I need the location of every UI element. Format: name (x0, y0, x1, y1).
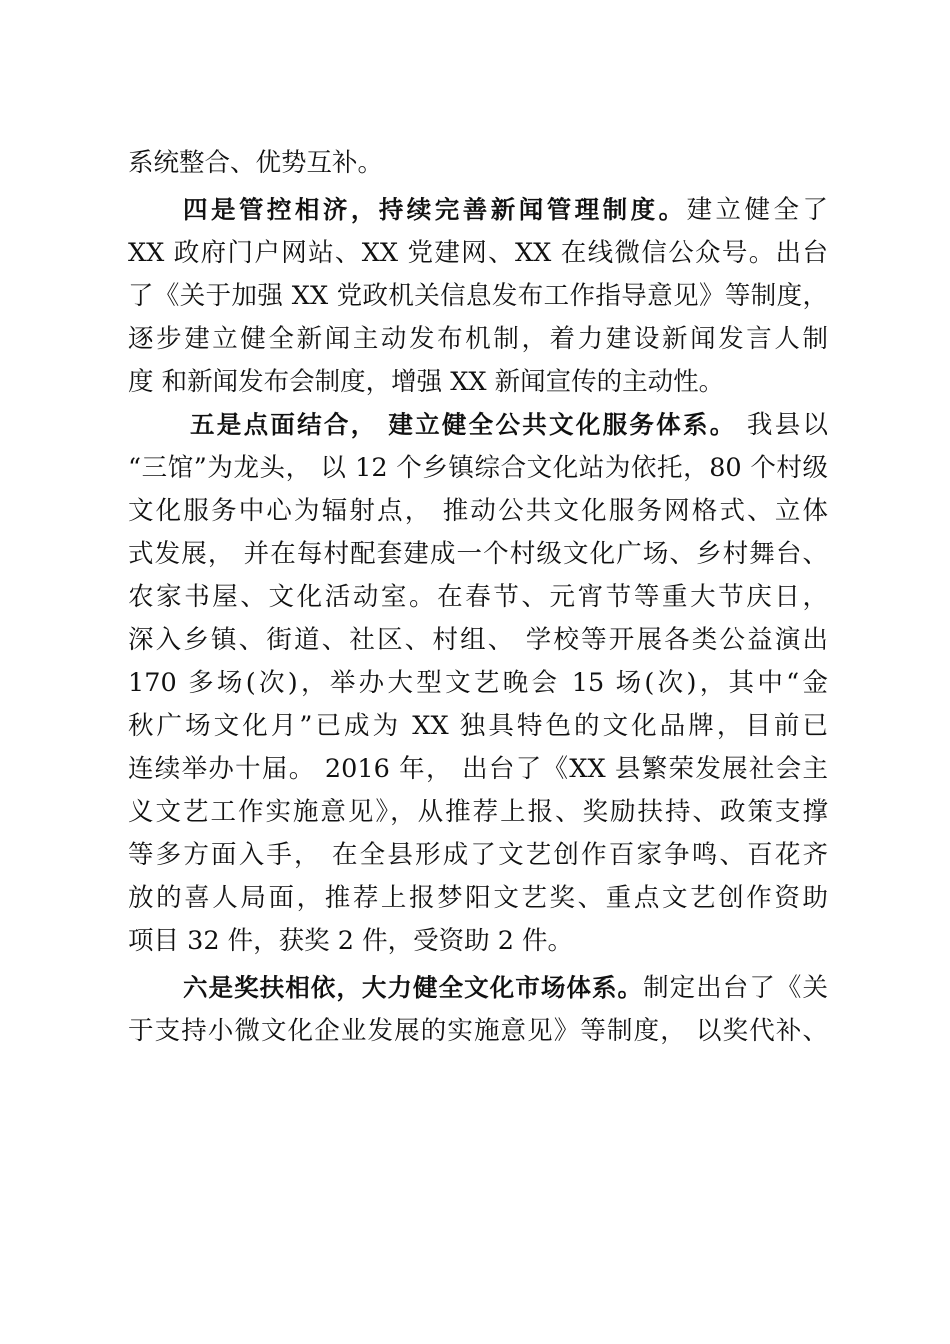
paragraph-line: 逐步建立健全新闻主动发布机制，着力建设新闻发言人制 (128, 324, 828, 354)
paragraph-line: 放的喜人局面，推荐上报梦阳文艺奖、重点文艺创作资助 (128, 883, 828, 913)
paragraph-line: 式发展， 并在每村配套建成一个村级文化广场、乡村舞台、 (128, 539, 828, 569)
paragraph-line: 深入乡镇、街道、社区、村组、 学校等开展各类公益演出 (128, 625, 828, 655)
paragraph-line: 农家书屋、文化活动室。在春节、元宵节等重大节庆日， (128, 582, 828, 612)
paragraph-line: 义文艺工作实施意见》，从推荐上报、奖励扶持、政策支撑 (128, 797, 828, 827)
paragraph-line (183, 190, 828, 230)
paragraph-line: 了《关于加强 XX 党政机关信息发布工作指导意见》等制度， (128, 281, 828, 311)
paragraph-line: 170 多场(次)，举办大型文艺晚会 15 场(次)，其中“金 (128, 668, 828, 698)
paragraph-line: 连续举办十届。 2016 年， 出台了《XX 县繁荣发展社会主 (128, 754, 828, 784)
paragraph-text: 制定出台了《关 (643, 973, 828, 1003)
paragraph-line: 等多方面入手， 在全县形成了文艺创作百家争鸣、百花齐 (128, 840, 828, 870)
paragraph-line (190, 405, 828, 445)
paragraph-line: 秋广场文化月”已成为 XX 独具特色的文化品牌，目前已 (128, 711, 828, 741)
paragraph-line: 度 和新闻发布会制度，增强 XX 新闻宣传的主动性。 (128, 367, 725, 397)
paragraph-line: XX 政府门户网站、XX 党建网、XX 在线微信公众号。出台 (128, 238, 828, 268)
section-heading: 四是管控相济，持续完善新闻管理制度。 (183, 195, 687, 224)
section-heading: 六是奖扶相依，大力健全文化市场体系。 (183, 973, 644, 1002)
paragraph-line: 系统整合、优势互补。 (128, 148, 384, 178)
paragraph-text: 我县以 (736, 410, 828, 440)
paragraph-line (183, 968, 828, 1008)
section-heading: 五是点面结合， 建立健全公共文化服务体系。 (190, 410, 737, 439)
paragraph-line: 项目 32 件，获奖 2 件，受资助 2 件。 (128, 926, 574, 956)
paragraph-text: 建立健全了 (686, 195, 828, 225)
paragraph-line: 文化服务中心为辐射点， 推动公共文化服务网格式、立体 (128, 496, 828, 526)
paragraph-line: 于支持小微文化企业发展的实施意见》等制度， 以奖代补、 (128, 1016, 828, 1046)
paragraph-line: “三馆”为龙头， 以 12 个乡镇综合文化站为依托，80 个村级 (128, 453, 828, 483)
